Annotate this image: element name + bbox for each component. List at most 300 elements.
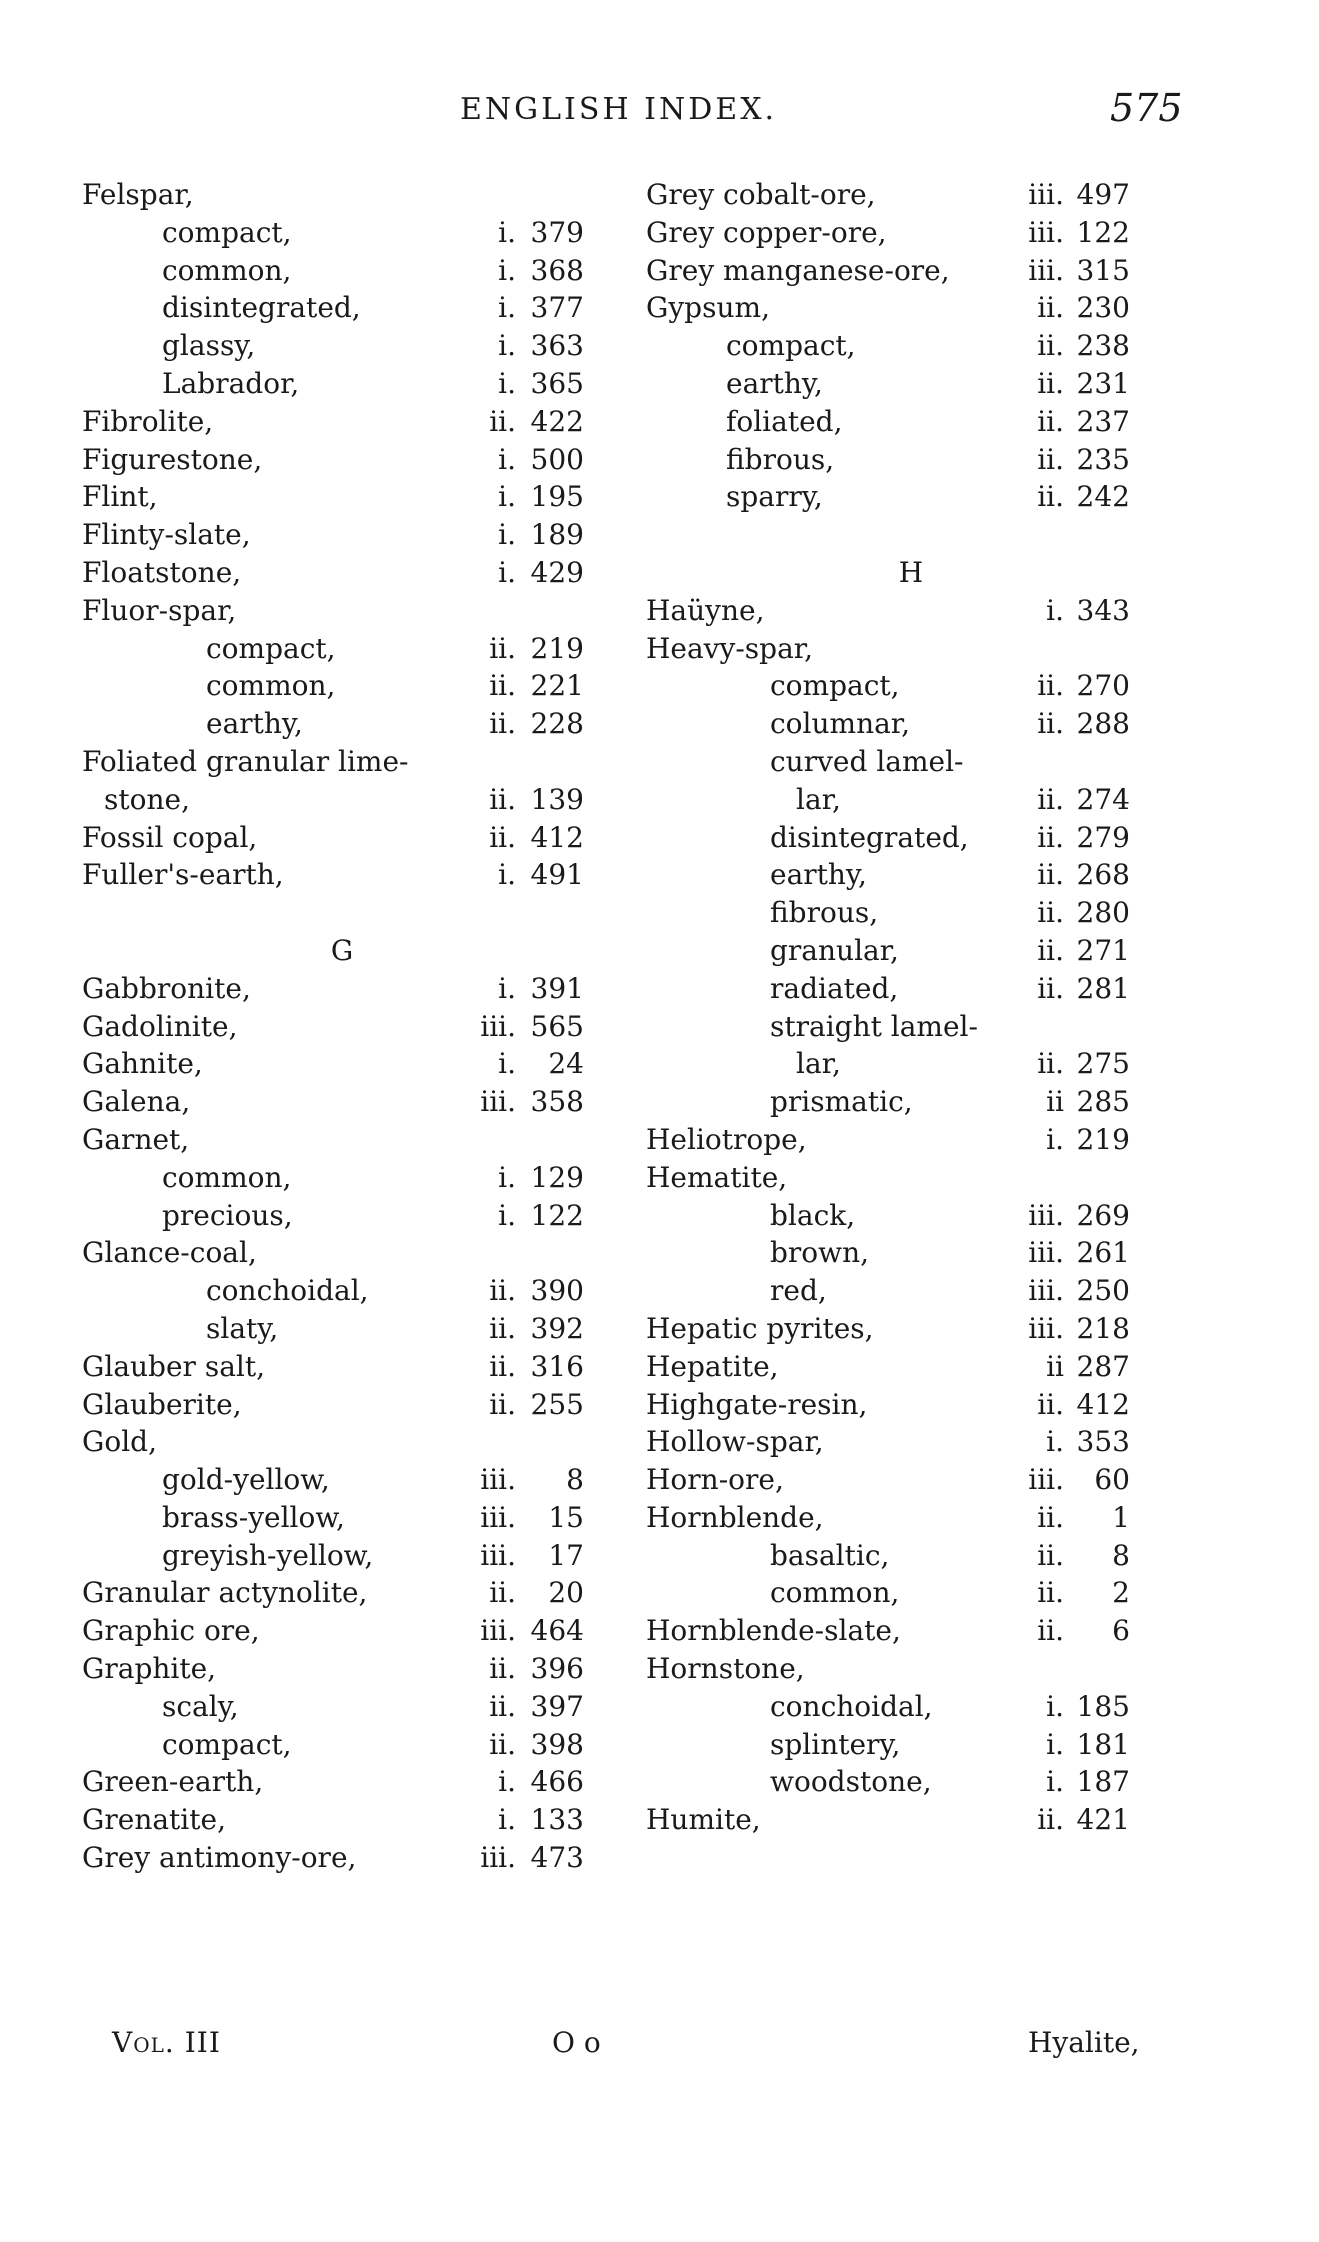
catchword: Hyalite, (1028, 2026, 1140, 2059)
index-entry (646, 441, 1176, 479)
index-term: Figurestone, (82, 442, 263, 476)
index-entry (82, 289, 602, 327)
index-column-right (646, 176, 1176, 1839)
page-ref: 398 (530, 1727, 584, 1761)
index-term: Haüyne, (646, 593, 765, 627)
index-term: Floatstone, (82, 555, 242, 589)
index-term: earthy, (206, 707, 303, 741)
index-term: woodstone, (770, 1765, 932, 1799)
index-term: granular, (770, 933, 899, 967)
page-ref: 274 (1076, 782, 1130, 816)
index-term: conchoidal, (770, 1689, 933, 1723)
page-ref: 429 (530, 555, 584, 589)
volume-ref: ii. (1037, 820, 1064, 854)
page-ref: 17 (548, 1538, 584, 1572)
volume-ref: iii. (1028, 178, 1064, 211)
index-term: precious, (162, 1198, 293, 1232)
page-ref: 391 (530, 971, 584, 1005)
index-entry (82, 1348, 602, 1386)
index-entry (646, 478, 1176, 516)
index-term: compact, (770, 669, 900, 703)
index-entry (646, 1386, 1176, 1424)
index-entry (646, 932, 1176, 970)
page-ref: 238 (1076, 329, 1130, 363)
index-entry (82, 667, 602, 705)
page-ref: 464 (530, 1614, 584, 1648)
index-term: Hollow-spar, (646, 1425, 824, 1459)
index-term: glassy, (162, 329, 256, 363)
index-term: Gabbronite, (82, 971, 251, 1005)
index-entry (646, 1045, 1176, 1083)
index-entry (82, 1763, 602, 1801)
volume-ref: ii. (1037, 1387, 1064, 1421)
page-ref: 60 (1094, 1463, 1130, 1497)
volume-ref: i. (498, 1198, 516, 1232)
page-ref: 365 (530, 366, 584, 400)
index-term: fibrous, (726, 442, 835, 476)
volume-ref: i. (498, 518, 516, 552)
page-ref: 24 (548, 1047, 584, 1081)
index-entry (646, 1688, 1176, 1726)
index-term: sparry, (726, 480, 823, 514)
page-ref: 250 (1076, 1274, 1130, 1308)
volume-ref: i. (1046, 1122, 1064, 1156)
index-entry (82, 516, 602, 554)
index-entry (646, 1763, 1176, 1801)
volume-ref: i. (498, 442, 516, 476)
page-ref: 268 (1076, 858, 1130, 892)
index-entry (82, 1083, 602, 1121)
volume-ref: iii. (1028, 1198, 1064, 1232)
index-entry (82, 1461, 602, 1499)
page-ref: 189 (530, 518, 584, 552)
index-term: brass-yellow, (162, 1500, 345, 1534)
volume-ref: ii (1046, 1349, 1064, 1383)
volume-ref: iii. (480, 1463, 516, 1497)
index-entry (646, 327, 1176, 365)
volume-ref: ii. (489, 1274, 516, 1308)
page-ref: 271 (1076, 933, 1130, 967)
index-term: prismatic, (770, 1085, 913, 1119)
index-entry (82, 781, 602, 819)
page-ref: 242 (1076, 480, 1130, 514)
page-ref: 500 (530, 442, 584, 476)
page-ref: 261 (1076, 1236, 1130, 1270)
index-term: Humite, (646, 1803, 761, 1837)
volume-ref: i. (498, 1047, 516, 1081)
page-ref: 315 (1076, 253, 1130, 287)
running-head: ENGLISH INDEX. (460, 92, 778, 127)
index-entry (646, 894, 1176, 932)
page-ref: 281 (1076, 971, 1130, 1005)
page-number: 575 (1110, 86, 1183, 130)
index-term: compact, (726, 329, 856, 363)
volume-ref: ii. (489, 707, 516, 741)
index-term: Grenatite, (82, 1803, 226, 1837)
index-term: Horn-ore, (646, 1463, 784, 1497)
index-entry (646, 1121, 1176, 1159)
volume-ref: i. (1046, 1425, 1064, 1459)
page-ref: 316 (530, 1349, 584, 1383)
index-term: Glauberite, (82, 1387, 242, 1421)
index-term: Labrador, (162, 366, 300, 400)
index-entry (82, 478, 602, 516)
index-term: stone, (104, 782, 190, 816)
index-term: common, (162, 253, 292, 287)
page-ref: 497 (1076, 178, 1130, 211)
volume-ref: ii. (489, 631, 516, 665)
volume-ref: i. (498, 858, 516, 892)
volume-ref: ii. (489, 1387, 516, 1421)
index-term: Gypsum, (646, 291, 770, 325)
page-ref: 195 (530, 480, 584, 514)
volume-ref: iii. (1028, 215, 1064, 249)
index-entry (82, 1612, 602, 1650)
page-ref: 221 (530, 669, 584, 703)
index-term: lar, (796, 782, 841, 816)
index-term: common, (162, 1160, 292, 1194)
index-term: common, (206, 669, 336, 703)
page-ref: 288 (1076, 707, 1130, 741)
index-entry (82, 554, 602, 592)
section-letter-text: H (898, 555, 924, 589)
index-entry (82, 1726, 602, 1764)
index-entry (646, 1499, 1176, 1537)
index-column-left (82, 176, 602, 1877)
volume-ref: ii. (1037, 442, 1064, 476)
volume-ref: iii. (1028, 253, 1064, 287)
index-term: gold-yellow, (162, 1463, 330, 1497)
index-term: Graphic ore, (82, 1614, 260, 1648)
volume-ref: i. (1046, 593, 1064, 627)
index-entry (82, 403, 602, 441)
index-term: splintery, (770, 1727, 901, 1761)
volume-ref: ii. (1037, 404, 1064, 438)
page-ref: 368 (530, 253, 584, 287)
index-entry (646, 1310, 1176, 1348)
page-ref: 353 (1076, 1425, 1130, 1459)
page-ref: 6 (1112, 1614, 1130, 1648)
index-entry (646, 856, 1176, 894)
index-entry (82, 1839, 602, 1877)
volume-ref: ii. (489, 1576, 516, 1610)
index-entry (82, 743, 602, 781)
index-term: disintegrated, (162, 291, 361, 325)
index-entry (82, 1423, 602, 1461)
index-term: Galena, (82, 1085, 191, 1119)
page-ref: 2 (1112, 1576, 1130, 1610)
index-entry (646, 667, 1176, 705)
page-ref: 231 (1076, 366, 1130, 400)
page-ref: 8 (1112, 1538, 1130, 1572)
page-ref: 255 (530, 1387, 584, 1421)
index-entry (82, 592, 602, 630)
index-entry (82, 214, 602, 252)
volume-ref: iii. (480, 1841, 516, 1875)
volume-ref: ii. (1037, 971, 1064, 1005)
index-entry (82, 176, 602, 214)
index-term: Heliotrope, (646, 1122, 807, 1156)
index-term: Fuller's-earth, (82, 858, 284, 892)
index-term: Flinty-slate, (82, 518, 251, 552)
volume-ref: iii. (1028, 1274, 1064, 1308)
signature-mark: O o (552, 2026, 601, 2059)
index-entry (82, 1386, 602, 1424)
volume-ref: i. (498, 329, 516, 363)
index-entry (82, 1008, 602, 1046)
index-entry (646, 970, 1176, 1008)
volume-ref: ii. (489, 820, 516, 854)
page-ref: 228 (530, 707, 584, 741)
index-entry (646, 1234, 1176, 1272)
index-term: Green-earth, (82, 1765, 264, 1799)
volume-ref: ii. (1037, 480, 1064, 514)
index-entry (82, 327, 602, 365)
index-entry (646, 516, 1176, 554)
index-entry (646, 365, 1176, 403)
volume-ref: ii. (489, 1689, 516, 1723)
index-term: Gadolinite, (82, 1009, 238, 1043)
index-entry (646, 819, 1176, 857)
volume-ref: ii. (489, 669, 516, 703)
volume-ref: ii. (489, 1652, 516, 1686)
volume-ref: ii. (1037, 896, 1064, 930)
index-entry (82, 1159, 602, 1197)
index-term: compact, (162, 215, 292, 249)
index-entry (82, 1499, 602, 1537)
index-entry (646, 1801, 1176, 1839)
index-term: Flint, (82, 480, 158, 514)
volume-ref: i. (498, 1803, 516, 1837)
index-term: Highgate-resin, (646, 1387, 868, 1421)
index-entry (82, 1688, 602, 1726)
volume-ref: iii. (480, 1009, 516, 1043)
index-entry (82, 894, 602, 932)
index-term: straight lamel- (770, 1009, 978, 1043)
page-ref: 122 (530, 1198, 584, 1232)
index-entry (82, 1121, 602, 1159)
index-term: Fossil copal, (82, 820, 258, 854)
volume-ref: i. (1046, 1765, 1064, 1799)
index-entry (646, 403, 1176, 441)
index-term: Glance-coal, (82, 1236, 257, 1270)
page-ref: 185 (1076, 1689, 1130, 1723)
index-entry (82, 441, 602, 479)
volume-ref: ii. (1037, 933, 1064, 967)
index-entry (646, 1537, 1176, 1575)
index-term: Foliated granular lime- (82, 744, 409, 778)
index-term: Grey copper-ore, (646, 215, 887, 249)
page-ref: 287 (1076, 1349, 1130, 1383)
index-term: Hematite, (646, 1160, 788, 1194)
volume-ref: ii. (1037, 1047, 1064, 1081)
index-term: brown, (770, 1236, 870, 1270)
index-term: earthy, (726, 366, 823, 400)
index-entry (82, 856, 602, 894)
page-ref: 358 (530, 1085, 584, 1119)
index-entry (646, 630, 1176, 668)
index-term: Heavy-spar, (646, 631, 813, 665)
index-entry (82, 1537, 602, 1575)
index-entry (646, 1272, 1176, 1310)
index-term: Fibrolite, (82, 404, 214, 438)
page-ref: 491 (530, 858, 584, 892)
index-term: foliated, (726, 404, 843, 438)
index-entry (82, 630, 602, 668)
index-entry (82, 1197, 602, 1235)
page-ref: 187 (1076, 1765, 1130, 1799)
volume-ref: iii. (1028, 1311, 1064, 1345)
page-ref: 20 (548, 1576, 584, 1610)
index-term: Granular actynolite, (82, 1576, 368, 1610)
page-ref: 363 (530, 329, 584, 363)
page-ref: 422 (530, 404, 584, 438)
index-term: basaltic, (770, 1538, 890, 1572)
page-ref: 230 (1076, 291, 1130, 325)
page-ref: 390 (530, 1274, 584, 1308)
index-term: Grey manganese-ore, (646, 253, 950, 287)
index-term: Grey antimony-ore, (82, 1841, 357, 1875)
page-ref: 275 (1076, 1047, 1130, 1081)
index-entry (646, 592, 1176, 630)
index-entry (646, 1574, 1176, 1612)
index-entry (82, 1650, 602, 1688)
index-term: earthy, (770, 858, 867, 892)
index-term: columnar, (770, 707, 911, 741)
volume-ref: ii. (1037, 669, 1064, 703)
volume-ref: i. (1046, 1727, 1064, 1761)
index-term: Hepatic pyrites, (646, 1311, 874, 1345)
index-term: conchoidal, (206, 1274, 369, 1308)
index-term: disintegrated, (770, 820, 969, 854)
volume-ref: ii (1046, 1085, 1064, 1119)
volume-ref: iii. (480, 1085, 516, 1119)
index-term: Graphite, (82, 1652, 217, 1686)
index-term: Garnet, (82, 1122, 190, 1156)
index-entry (646, 781, 1176, 819)
page-ref: 237 (1076, 404, 1130, 438)
page-ref: 412 (1076, 1387, 1130, 1421)
volume-ref: ii. (489, 1727, 516, 1761)
index-term: curved lamel- (770, 744, 964, 778)
volume-ref: ii. (1037, 858, 1064, 892)
volume-ref: ii. (489, 1311, 516, 1345)
page-ref: 397 (530, 1689, 584, 1723)
volume-ref: ii. (1037, 1500, 1064, 1534)
volume-ref: iii. (480, 1500, 516, 1534)
page-ref: 396 (530, 1652, 584, 1686)
index-term: Gold, (82, 1425, 158, 1459)
volume-ref: i. (498, 253, 516, 287)
index-entry (646, 743, 1176, 781)
volume-ref: ii. (489, 404, 516, 438)
index-term: red, (770, 1274, 827, 1308)
page-ref: 280 (1076, 896, 1130, 930)
page-ref: 392 (530, 1311, 584, 1345)
page-ref: 285 (1076, 1085, 1130, 1119)
index-entry (82, 1045, 602, 1083)
page-ref: 219 (1076, 1122, 1130, 1156)
section-letter-text: G (330, 933, 354, 967)
volume-ref: ii. (1037, 707, 1064, 741)
volume-ref: i. (498, 1765, 516, 1799)
index-term: Glauber salt, (82, 1349, 265, 1383)
page-ref: 218 (1076, 1311, 1130, 1345)
page-ref: 269 (1076, 1198, 1130, 1232)
index-term: compact, (162, 1727, 292, 1761)
index-entry (82, 1574, 602, 1612)
page-ref: 270 (1076, 669, 1130, 703)
index-entry (82, 1310, 602, 1348)
page-ref: 1 (1112, 1500, 1130, 1534)
index-term: Hornblende-slate, (646, 1614, 901, 1648)
page-ref: 122 (1076, 215, 1130, 249)
index-entry (646, 1008, 1176, 1046)
index-term: Felspar, (82, 178, 194, 211)
index-entry (82, 1272, 602, 1310)
page-ref: 377 (530, 291, 584, 325)
volume-ref: i. (498, 480, 516, 514)
volume-ref: i. (498, 971, 516, 1005)
index-term: compact, (206, 631, 336, 665)
index-entry (646, 1612, 1176, 1650)
index-entry (82, 819, 602, 857)
index-entry (646, 1650, 1176, 1688)
index-entry (646, 252, 1176, 290)
volume-ref: ii. (1037, 291, 1064, 325)
section-letter (82, 932, 602, 970)
volume-ref: ii. (1037, 329, 1064, 363)
index-entry (646, 1159, 1176, 1197)
volume-ref: iii. (480, 1614, 516, 1648)
index-term: Hornblende, (646, 1500, 824, 1534)
index-entry (646, 1083, 1176, 1121)
index-term: fibrous, (770, 896, 879, 930)
page-ref: 139 (530, 782, 584, 816)
volume-ref: ii. (1037, 366, 1064, 400)
volume-ref: i. (498, 291, 516, 325)
index-term: radiated, (770, 971, 899, 1005)
index-term: Fluor-spar, (82, 593, 237, 627)
page-ref: 8 (566, 1463, 584, 1497)
volume-ref: ii. (1037, 1803, 1064, 1837)
index-term: Hornstone, (646, 1652, 805, 1686)
page-ref: 343 (1076, 593, 1130, 627)
volume-ref: ii. (1037, 1614, 1064, 1648)
index-entry (82, 365, 602, 403)
volume-ref: i. (498, 555, 516, 589)
volume-label: Vol. III (112, 2026, 221, 2059)
index-entry (646, 1197, 1176, 1235)
page-ref: 379 (530, 215, 584, 249)
index-entry (646, 176, 1176, 214)
index-entry (646, 705, 1176, 743)
volume-ref: ii. (489, 782, 516, 816)
page-ref: 129 (530, 1160, 584, 1194)
index-entry (646, 1726, 1176, 1764)
volume-ref: iii. (480, 1538, 516, 1572)
index-entry (646, 1348, 1176, 1386)
page-ref: 133 (530, 1803, 584, 1837)
page-ref: 421 (1076, 1803, 1130, 1837)
volume-ref: ii. (1037, 782, 1064, 816)
index-entry (646, 289, 1176, 327)
page-ref: 412 (530, 820, 584, 854)
volume-ref: i. (1046, 1689, 1064, 1723)
index-term: black, (770, 1198, 856, 1232)
index-entry (82, 1801, 602, 1839)
volume-ref: ii. (1037, 1576, 1064, 1610)
